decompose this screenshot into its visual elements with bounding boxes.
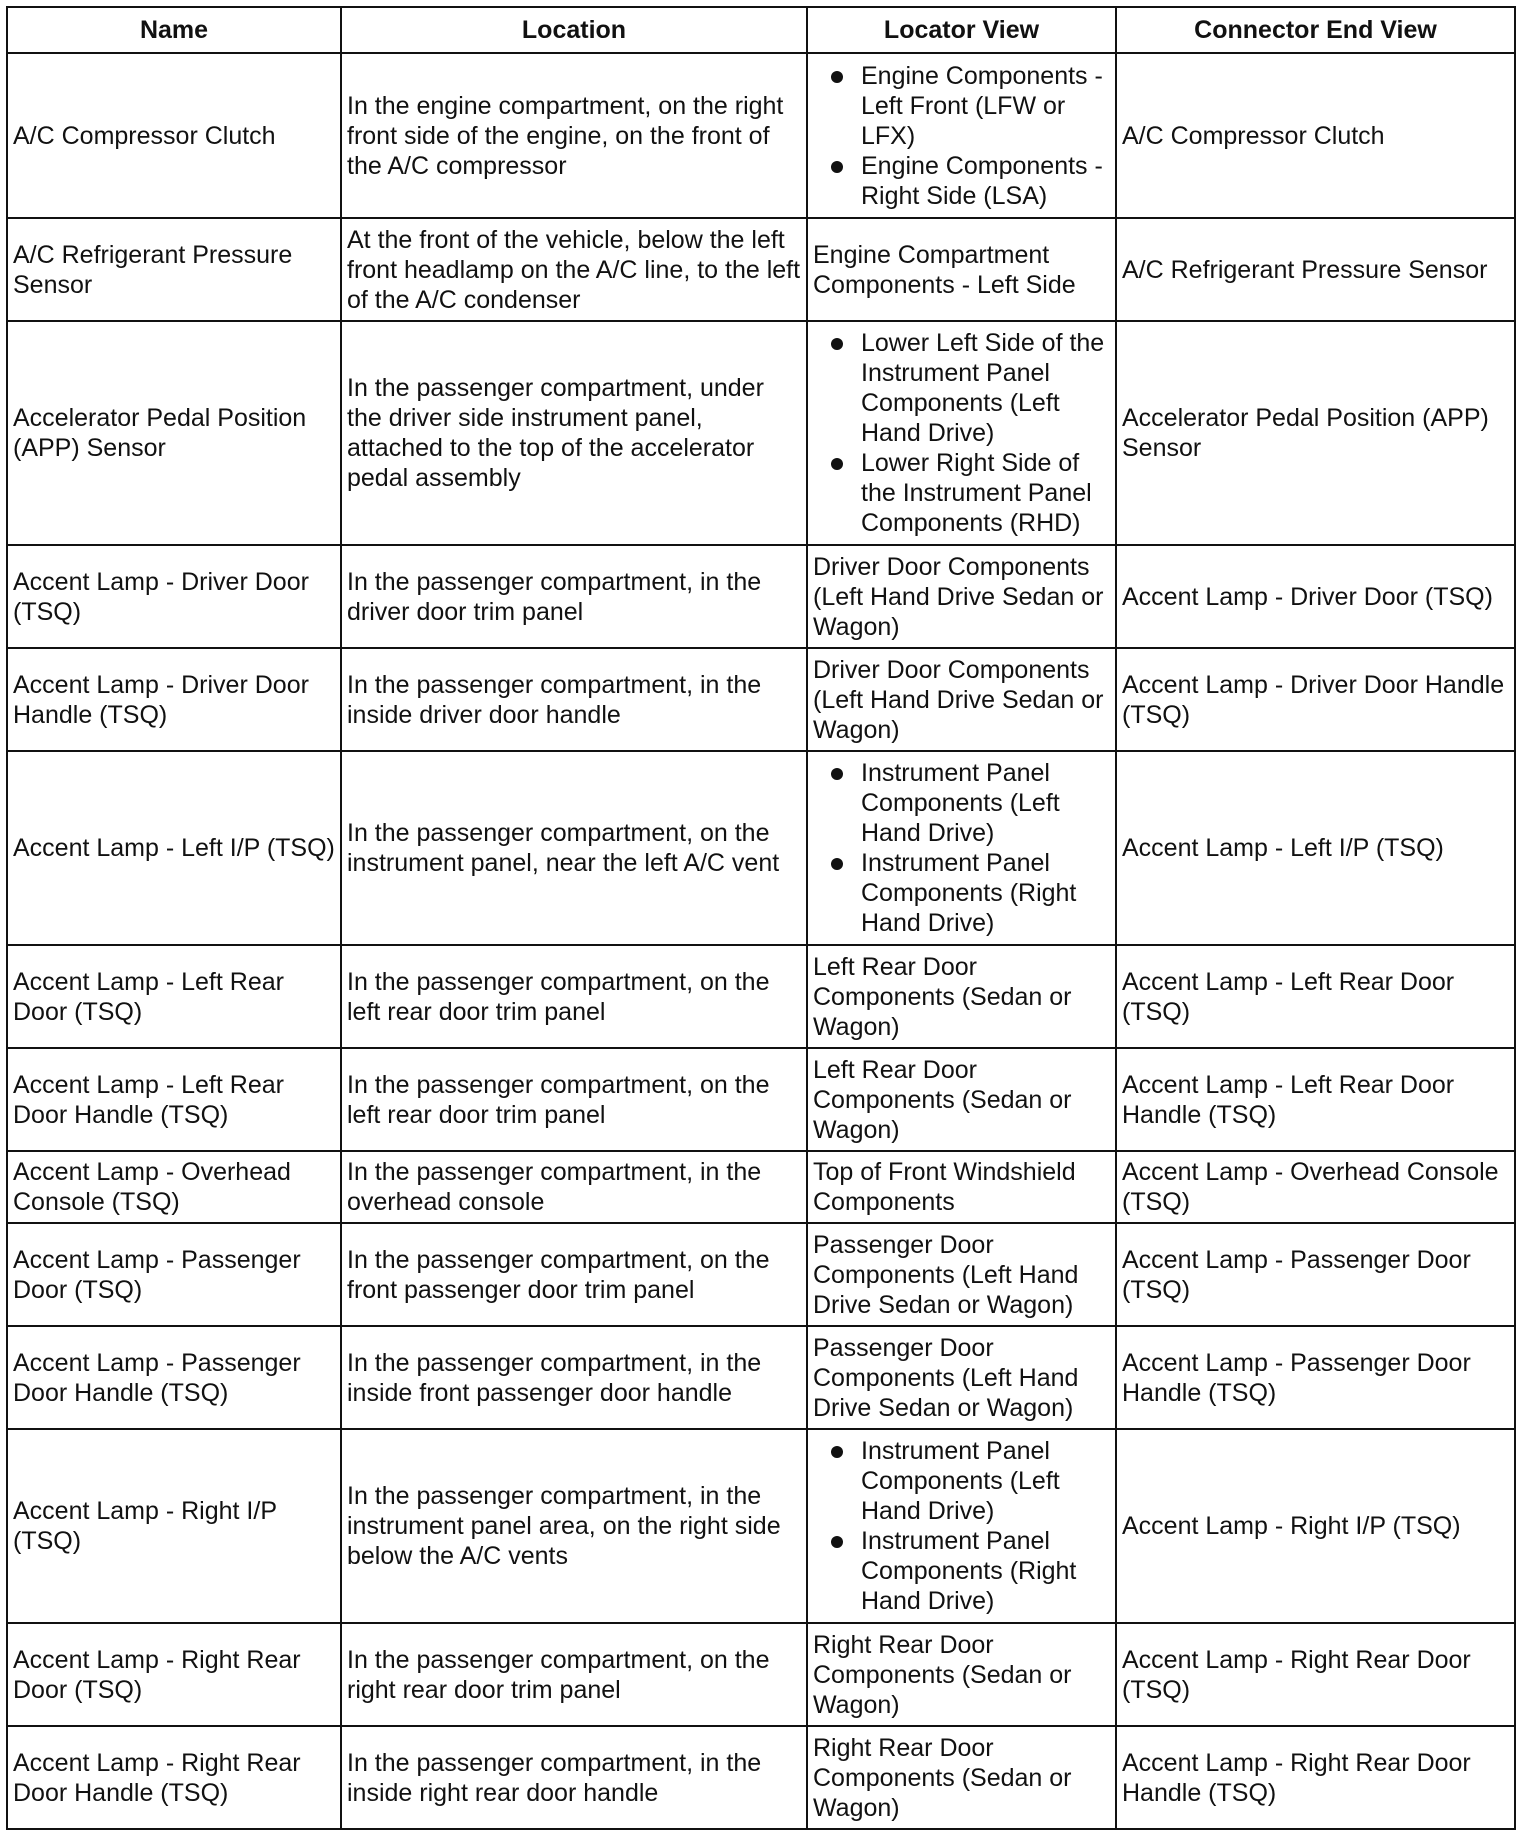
cell-location: In the passenger compartment, in the inside driver door handle — [341, 648, 807, 751]
cell-locator-view: Passenger Door Components (Left Hand Drive Sedan or Wagon) — [807, 1326, 1116, 1429]
cell-locator-view: Right Rear Door Components (Sedan or Wagon) — [807, 1726, 1116, 1829]
column-header-connector-end-view: Connector End View — [1116, 7, 1515, 53]
cell-locator-view: Left Rear Door Components (Sedan or Wagon) — [807, 945, 1116, 1048]
column-header-location: Location — [341, 7, 807, 53]
cell-connector-end-view: Accent Lamp - Left Rear Door Handle (TSQ) — [1116, 1048, 1515, 1151]
column-header-name: Name — [7, 7, 341, 53]
cell-connector-end-view: Accent Lamp - Left Rear Door (TSQ) — [1116, 945, 1515, 1048]
cell-location: In the passenger compartment, in the overhead console — [341, 1151, 807, 1223]
cell-connector-end-view: Accent Lamp - Left I/P (TSQ) — [1116, 751, 1515, 945]
cell-locator-view — [807, 751, 1116, 945]
cell-connector-end-view: Accent Lamp - Overhead Console (TSQ) — [1116, 1151, 1515, 1223]
table-row — [7, 545, 1515, 648]
cell-name: A/C Refrigerant Pressure Sensor — [7, 218, 341, 321]
cell-connector-end-view: Accent Lamp - Right Rear Door Handle (TSQ) — [1116, 1726, 1515, 1829]
cell-name: Accent Lamp - Right Rear Door (TSQ) — [7, 1623, 341, 1726]
cell-name: Accent Lamp - Right I/P (TSQ) — [7, 1429, 341, 1623]
cell-name: Accent Lamp - Driver Door Handle (TSQ) — [7, 648, 341, 751]
locator-view-list — [813, 328, 1110, 538]
table-row — [7, 945, 1515, 1048]
table-row — [7, 648, 1515, 751]
cell-name: A/C Compressor Clutch — [7, 53, 341, 218]
cell-location: In the passenger compartment, in the instrument panel area, on the right side below the A/C vents — [341, 1429, 807, 1623]
document-page — [6, 6, 1514, 1824]
cell-location: In the passenger compartment, in the inside right rear door handle — [341, 1726, 807, 1829]
cell-locator-view: Driver Door Components (Left Hand Drive Sedan or Wagon) — [807, 648, 1116, 751]
table-row — [7, 1151, 1515, 1223]
cell-connector-end-view: Accent Lamp - Right I/P (TSQ) — [1116, 1429, 1515, 1623]
cell-location: In the passenger compartment, on the left rear door trim panel — [341, 1048, 807, 1151]
table-row — [7, 1326, 1515, 1429]
cell-locator-view: Passenger Door Components (Left Hand Drive Sedan or Wagon) — [807, 1223, 1116, 1326]
cell-name: Accent Lamp - Overhead Console (TSQ) — [7, 1151, 341, 1223]
cell-connector-end-view: Accent Lamp - Driver Door Handle (TSQ) — [1116, 648, 1515, 751]
table-row — [7, 751, 1515, 945]
table-row — [7, 1429, 1515, 1623]
component-locator-table — [6, 6, 1516, 1830]
table-row — [7, 53, 1515, 218]
cell-location: At the front of the vehicle, below the left front headlamp on the A/C line, to the left of the A/C condenser — [341, 218, 807, 321]
cell-locator-view: Top of Front Windshield Components — [807, 1151, 1116, 1223]
locator-view-item: Instrument Panel Components (Left Hand Drive) — [813, 758, 1110, 848]
cell-locator-view — [807, 1429, 1116, 1623]
cell-connector-end-view: A/C Refrigerant Pressure Sensor — [1116, 218, 1515, 321]
cell-location: In the passenger compartment, in the driver door trim panel — [341, 545, 807, 648]
cell-connector-end-view: Accent Lamp - Passenger Door Handle (TSQ) — [1116, 1326, 1515, 1429]
table-row — [7, 1223, 1515, 1326]
locator-view-item: Lower Left Side of the Instrument Panel Components (Left Hand Drive) — [813, 328, 1110, 448]
table-header-row — [7, 7, 1515, 53]
table-body — [7, 53, 1515, 1829]
cell-name: Accelerator Pedal Position (APP) Sensor — [7, 321, 341, 545]
locator-view-item: Engine Components - Left Front (LFW or LFX) — [813, 61, 1110, 151]
cell-locator-view — [807, 321, 1116, 545]
cell-locator-view: Driver Door Components (Left Hand Drive Sedan or Wagon) — [807, 545, 1116, 648]
locator-view-item: Instrument Panel Components (Right Hand Drive) — [813, 1526, 1110, 1616]
cell-name: Accent Lamp - Left Rear Door (TSQ) — [7, 945, 341, 1048]
table-row — [7, 218, 1515, 321]
cell-locator-view — [807, 53, 1116, 218]
cell-location: In the passenger compartment, on the instrument panel, near the left A/C vent — [341, 751, 807, 945]
cell-locator-view: Left Rear Door Components (Sedan or Wagon) — [807, 1048, 1116, 1151]
table-row — [7, 1048, 1515, 1151]
cell-name: Accent Lamp - Passenger Door Handle (TSQ) — [7, 1326, 341, 1429]
locator-view-item: Instrument Panel Components (Left Hand Drive) — [813, 1436, 1110, 1526]
cell-connector-end-view: Accelerator Pedal Position (APP) Sensor — [1116, 321, 1515, 545]
cell-name: Accent Lamp - Right Rear Door Handle (TSQ) — [7, 1726, 341, 1829]
cell-location: In the passenger compartment, on the left rear door trim panel — [341, 945, 807, 1048]
cell-name: Accent Lamp - Passenger Door (TSQ) — [7, 1223, 341, 1326]
cell-location: In the passenger compartment, on the front passenger door trim panel — [341, 1223, 807, 1326]
cell-connector-end-view: Accent Lamp - Passenger Door (TSQ) — [1116, 1223, 1515, 1326]
cell-connector-end-view: Accent Lamp - Driver Door (TSQ) — [1116, 545, 1515, 648]
cell-name: Accent Lamp - Left Rear Door Handle (TSQ) — [7, 1048, 341, 1151]
cell-name: Accent Lamp - Driver Door (TSQ) — [7, 545, 341, 648]
locator-view-item: Lower Right Side of the Instrument Panel Components (RHD) — [813, 448, 1110, 538]
cell-connector-end-view: Accent Lamp - Right Rear Door (TSQ) — [1116, 1623, 1515, 1726]
locator-view-list — [813, 1436, 1110, 1616]
table-row — [7, 1623, 1515, 1726]
cell-location: In the engine compartment, on the right front side of the engine, on the front of the A/C compressor — [341, 53, 807, 218]
locator-view-list — [813, 758, 1110, 938]
cell-name: Accent Lamp - Left I/P (TSQ) — [7, 751, 341, 945]
cell-locator-view: Engine Compartment Components - Left Side — [807, 218, 1116, 321]
table-row — [7, 321, 1515, 545]
cell-connector-end-view: A/C Compressor Clutch — [1116, 53, 1515, 218]
cell-location: In the passenger compartment, under the driver side instrument panel, attached to the top of the accelerator pedal assembly — [341, 321, 807, 545]
cell-locator-view: Right Rear Door Components (Sedan or Wagon) — [807, 1623, 1116, 1726]
cell-location: In the passenger compartment, in the inside front passenger door handle — [341, 1326, 807, 1429]
locator-view-item: Engine Components - Right Side (LSA) — [813, 151, 1110, 211]
column-header-locator-view: Locator View — [807, 7, 1116, 53]
locator-view-item: Instrument Panel Components (Right Hand Drive) — [813, 848, 1110, 938]
locator-view-list — [813, 61, 1110, 211]
cell-location: In the passenger compartment, on the right rear door trim panel — [341, 1623, 807, 1726]
table-row — [7, 1726, 1515, 1829]
